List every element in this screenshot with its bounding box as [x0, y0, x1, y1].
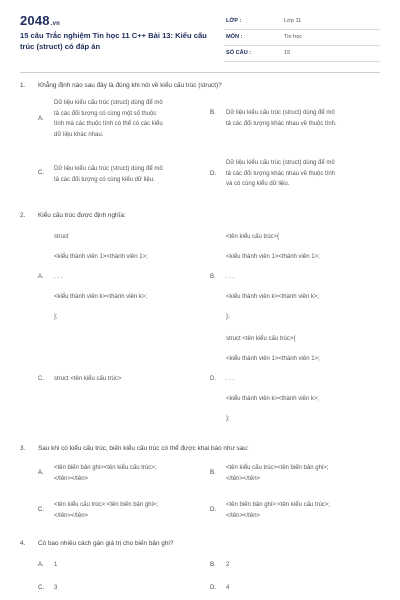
option-text — [54, 463, 156, 484]
option-line: <kiểu thành viên k><thành viên k>; — [226, 294, 320, 300]
option-line: struct — [54, 234, 69, 240]
meta-value: Tin học — [284, 34, 303, 40]
option-line: }; — [54, 314, 58, 320]
meta-value: Lớp 11 — [284, 18, 302, 24]
option-line: <kiểu thành viên 1><thành viên 1>; — [54, 254, 148, 260]
question-2 — [20, 212, 380, 432]
option-letter: B. — [210, 561, 216, 568]
meta-label: MÔN : — [226, 34, 243, 40]
question-text: Có bao nhiêu cách gán giá trị cho biến bản ghi? — [38, 540, 174, 547]
option-letter: D. — [210, 376, 216, 382]
option-line: <kiểu thành viên k><thành viên k>; — [226, 396, 320, 402]
option-letter: D. — [210, 584, 217, 591]
option-line: <kiểu thành viên 1><thành viên 1>; — [226, 254, 320, 260]
option-b[interactable] — [210, 560, 380, 571]
option-line: </tên></tên> — [226, 512, 261, 519]
option-letter: B. — [210, 274, 216, 280]
option-line: }; — [226, 416, 230, 422]
option-letter: B. — [210, 469, 216, 476]
option-letter: A. — [38, 469, 44, 476]
page-title: 15 câu Trắc nghiệm Tin học 11 C++ Bài 13: Kiểu cấu trúc (struct) có đáp án — [20, 31, 207, 51]
option-b[interactable] — [210, 463, 380, 487]
header-divider — [20, 72, 380, 73]
option-b[interactable] — [210, 98, 380, 142]
option-letter: C. — [38, 584, 45, 591]
logo-suffix: .vn — [50, 21, 61, 27]
option-line: <tên kiểu cấu trúc>:<tên biến bản ghi>; — [54, 502, 159, 508]
option-line: <kiểu thành viên k><thành viên k>; — [54, 294, 148, 300]
option-line: Dữ liệu kiểu cấu trúc (struct) dùng để mô — [226, 160, 335, 166]
meta-label: SỐ CÂU : — [226, 50, 252, 56]
option-letter: C. — [38, 376, 44, 382]
option-line: tả các đối tượng khác nhau về thuộc tính — [226, 170, 336, 177]
option-line: . . . — [226, 274, 235, 280]
meta-row-count — [224, 46, 380, 62]
option-text — [226, 108, 337, 129]
option-letter: A. — [38, 561, 44, 568]
site-logo[interactable] — [20, 13, 60, 28]
meta-info — [224, 14, 380, 62]
option-letter: C. — [38, 506, 45, 513]
option-letter: D. — [210, 170, 217, 177]
option-line: <tên kiểu cấu trúc><tên biến bản ghi>; — [226, 465, 329, 471]
option-line: Dữ liệu kiểu cấu trúc (struct) dùng để mô — [54, 100, 163, 106]
option-line: . . . — [54, 274, 63, 280]
option-letter: D. — [210, 506, 217, 513]
option-d[interactable] — [210, 158, 380, 194]
option-line: dữ liệu khác nhau. — [54, 131, 104, 138]
option-text — [54, 500, 158, 521]
option-line: }; — [226, 314, 230, 320]
option-letter: A. — [38, 274, 44, 280]
option-letter: B. — [210, 109, 216, 116]
option-line: <tên kiểu cấu trúc>{ — [226, 234, 280, 240]
question-number: 3. — [20, 445, 26, 452]
option-c[interactable] — [38, 162, 208, 192]
option-a[interactable] — [38, 560, 208, 571]
option-c[interactable] — [38, 583, 208, 594]
option-line: </tên></tên> — [54, 512, 89, 519]
option-line: tính mà các thuộc tính có thể có các kiểu — [54, 121, 163, 127]
meta-row-subject — [224, 30, 380, 46]
option-line: tả các đối tượng khác nhau về thuộc tính. — [226, 120, 337, 127]
meta-label: LỚP : — [226, 18, 242, 24]
option-text — [54, 98, 163, 140]
logo-text: 2048 — [20, 13, 50, 28]
option-line: Dữ liệu kiểu cấu trúc (struct) dùng để mô — [54, 166, 163, 172]
question-number: 2. — [20, 212, 26, 219]
option-text — [226, 158, 335, 190]
option-text — [54, 164, 163, 185]
option-line: </tên></tên> — [226, 475, 261, 482]
option-text: 1 — [54, 562, 58, 568]
option-d[interactable] — [210, 583, 380, 594]
option-c[interactable] — [38, 500, 208, 524]
option-text: 3 — [54, 585, 58, 591]
page-header — [0, 0, 400, 72]
question-text: Sau khi có kiểu cấu trúc, biến kiểu cấu trúc có thể được khai báo như sau: — [38, 445, 249, 452]
option-d[interactable] — [210, 500, 380, 524]
option-line: . . . — [226, 376, 235, 382]
option-line: và có cùng kiểu dữ liệu. — [226, 181, 290, 187]
option-line: </tên></tên> — [54, 475, 89, 482]
option-line: <kiểu thành viên 1><thành viên 1>; — [226, 356, 320, 362]
meta-value: 15 — [284, 50, 291, 56]
option-line: tả các đối tượng có cùng một số thuộc — [54, 110, 157, 117]
question-text: Kiểu cấu trúc được định nghĩa: — [38, 212, 126, 219]
option-line: tả các đối tượng có cùng kiểu dữ liệu. — [54, 176, 155, 183]
option-text — [226, 500, 330, 521]
option-letter: A. — [38, 115, 44, 122]
option-line: struct <tên kiểu cấu trúc> — [54, 376, 122, 382]
question-number: 1. — [20, 82, 26, 89]
option-line: <tên biến bản ghi>:<tên kiểu cấu trúc>; — [226, 502, 331, 508]
meta-row-class — [224, 14, 380, 30]
question-number: 4. — [20, 540, 26, 547]
option-a[interactable] — [38, 463, 208, 487]
option-line: Dữ liệu kiểu cấu trúc (struct) dùng để mô — [226, 110, 335, 116]
option-letter: C. — [38, 169, 45, 176]
option-line: <tên biến bản ghi><tên kiểu cấu trúc>; — [54, 465, 157, 471]
option-line: struct <tên kiểu cấu trúc>{ — [226, 336, 296, 342]
question-text: Khẳng định nào sau đây là đúng khi nói về kiểu cấu trúc (struct)? — [38, 82, 222, 89]
option-a[interactable] — [38, 98, 208, 142]
option-text: 2 — [226, 562, 230, 568]
option-text: 4 — [226, 585, 230, 591]
option-text — [226, 463, 328, 484]
